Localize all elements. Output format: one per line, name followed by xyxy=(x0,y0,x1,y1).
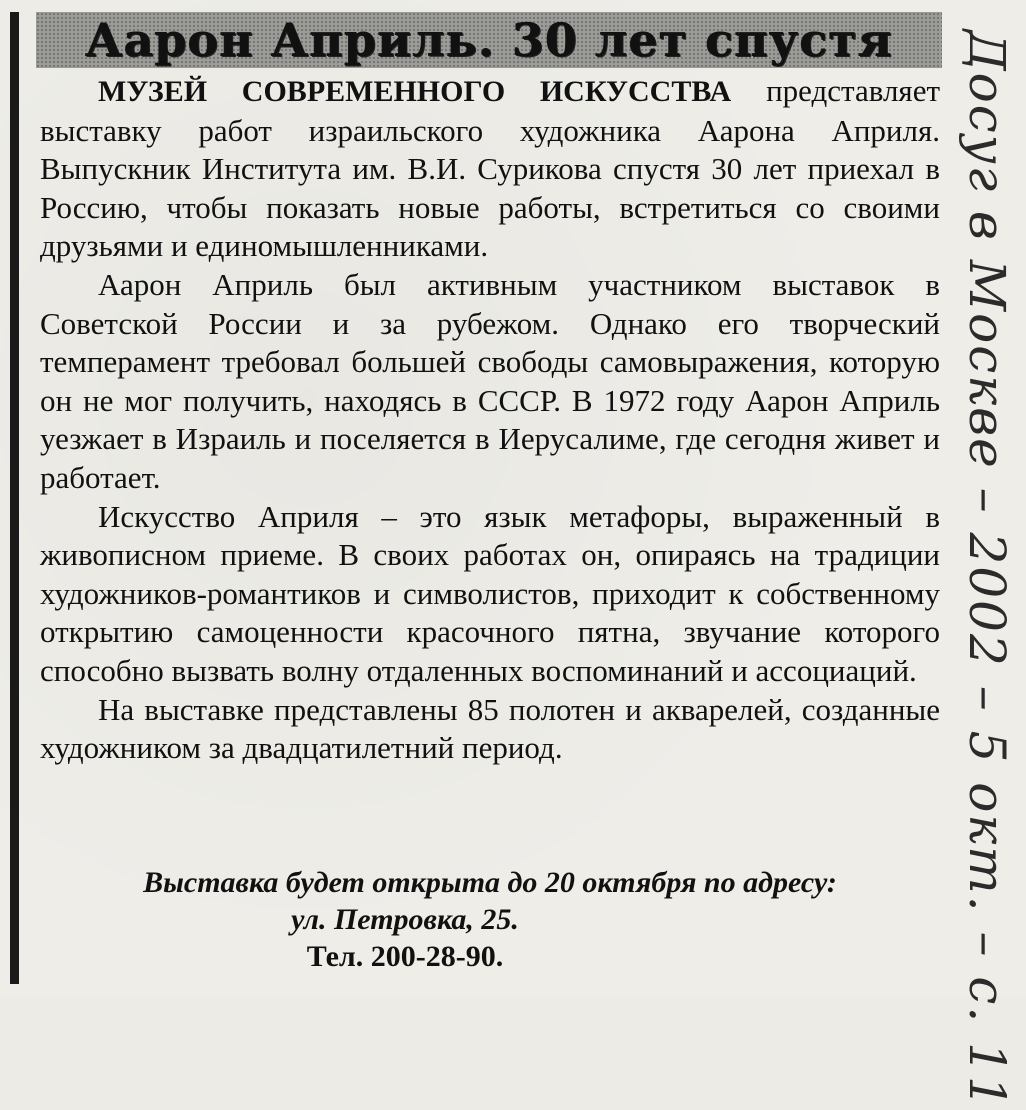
address-line: ул. Петровка, 25. xyxy=(291,903,519,936)
column-rule xyxy=(10,12,19,984)
paragraph-1 xyxy=(40,72,940,266)
exhibition-info xyxy=(40,864,940,975)
article-title: Аарон Априль. 30 лет спустя xyxy=(85,13,893,67)
title-banner xyxy=(36,12,942,68)
open-until-line: Выставка будет открыта до 20 октября по адресу: xyxy=(143,866,837,899)
article-body xyxy=(40,72,940,768)
phone-line: Тел. 200-28-90. xyxy=(306,940,504,973)
handwritten-source-note: Досуг в Москве – 2002 – 5 окт. – с. 11 xyxy=(958,30,1016,1110)
museum-name: МУЗЕЙ СОВРЕМЕННОГО ИСКУССТВА xyxy=(98,75,732,108)
paragraph-3: Искусство Априля – это язык метафоры, выраженный в живописном приеме. В своих работах он, опираясь на традиции художников-романтиков и символистов, приходит к собственному открытию самоценности красочного пятна, звучание которого способно вызвать волну отдаленных воспоминаний и ассоциаций. xyxy=(40,498,940,688)
paragraph-4: На выставке представлены 85 полотен и акварелей, созданные художником за двадцатилетний период. xyxy=(40,691,940,766)
paragraph-2: Аарон Априль был активным участником выставок в Советской России и за рубежом. Однако его творческий темперамент требовал большей свободы самовыражения, которую он не мог получить, находясь в СССР. В 1972 году Аарон Априль уезжает в Израиль и поселяется в Иерусалиме, где сегодня живет и работает. xyxy=(40,266,940,495)
paragraph-1-text: представляет выставку работ израильского художника Аарона Априля. Выпускник Института им. В.И. Сурикова спустя 30 лет приехал в Россию, чтобы показать новые работы, встретиться со своими друзьями и единомышленниками. xyxy=(40,73,940,264)
